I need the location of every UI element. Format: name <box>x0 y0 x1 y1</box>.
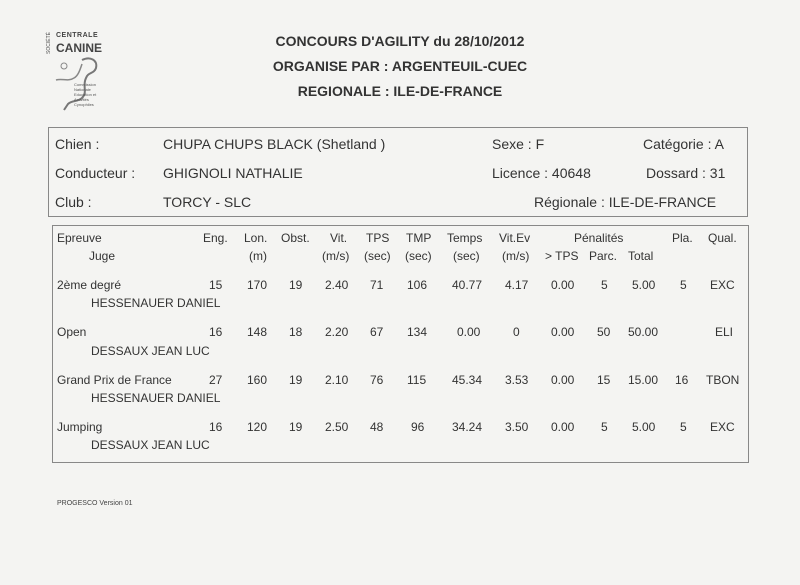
row4-tps: 48 <box>370 420 384 434</box>
row1-lon: 170 <box>247 278 268 292</box>
row3-obst: 19 <box>289 373 303 387</box>
header-vit-unit: (m/s) <box>322 249 350 263</box>
row2-tps: 67 <box>370 325 384 339</box>
results-table <box>52 225 749 463</box>
header-juge: Juge <box>89 249 116 263</box>
logo-caption-line: Activités <box>74 97 89 102</box>
document-header <box>0 29 800 104</box>
logo-caption-line: Nationale <box>74 87 91 92</box>
row2-pen-tps: 0.00 <box>551 325 575 339</box>
row2-eng: 16 <box>209 325 223 339</box>
row3-epreuve: Grand Prix de France <box>57 373 172 387</box>
sexe-value: Sexe : F <box>492 136 545 152</box>
header-tmp: TMP <box>406 231 432 245</box>
row1-temps: 40.77 <box>452 278 483 292</box>
header-temps: Temps <box>447 231 483 245</box>
row2-obst: 18 <box>289 325 303 339</box>
row3-vit: 2.10 <box>325 373 349 387</box>
logo-caption-line: Commission <box>74 82 97 87</box>
row1-epreuve: 2ème degré <box>57 278 122 292</box>
header-organiser: ORGANISE PAR : ARGENTEUIL-CUEC <box>272 58 528 74</box>
row4-obst: 19 <box>289 420 303 434</box>
row2-pen-total: 50.00 <box>628 325 659 339</box>
header-pen-parc: Parc. <box>589 249 618 263</box>
dog-info-box <box>48 127 748 217</box>
row2-tmp: 134 <box>407 325 428 339</box>
conducteur-value: GHIGNOLI NATHALIE <box>163 165 303 181</box>
row2-epreuve: Open <box>57 325 87 339</box>
logo-side-text: SOCIÉTÉ <box>46 32 52 54</box>
header-eng: Eng. <box>203 231 228 245</box>
header-lon-unit: (m) <box>249 249 267 263</box>
header-title: CONCOURS D'AGILITY du 28/10/2012 <box>275 33 525 49</box>
header-epreuve: Epreuve <box>57 231 102 245</box>
header-vit: Vit. <box>330 231 348 245</box>
header-temps-unit: (sec) <box>453 249 480 263</box>
categorie-value: Catégorie : A <box>643 136 724 152</box>
logo-text-small: CENTRALE <box>56 32 99 39</box>
conducteur-label: Conducteur : <box>55 165 136 181</box>
regionale-value: Régionale : ILE-DE-FRANCE <box>534 194 717 210</box>
row4-pla: 5 <box>680 420 687 434</box>
header-pen-total: Total <box>628 249 654 263</box>
header-tps-unit: (sec) <box>364 249 391 263</box>
header-lon: Lon. <box>244 231 268 245</box>
club-value: TORCY - SLC <box>163 194 252 210</box>
row3-eng: 27 <box>209 373 223 387</box>
row1-juge: HESSENAUER DANIEL <box>91 296 221 310</box>
row1-pen-total: 5.00 <box>632 278 656 292</box>
row2-temps: 0.00 <box>457 325 481 339</box>
row3-pla: 16 <box>675 373 689 387</box>
row4-pen-parc: 5 <box>601 420 608 434</box>
logo-caption-line: Education et <box>74 92 97 97</box>
row2-qual: ELI <box>715 325 734 339</box>
row4-juge: DESSAUX JEAN LUC <box>91 438 210 452</box>
dossard-value: Dossard : 31 <box>646 165 726 181</box>
chien-value: CHUPA CHUPS BLACK (Shetland ) <box>163 136 386 152</box>
row1-vitev: 4.17 <box>505 278 529 292</box>
row2-pen-parc: 50 <box>597 325 611 339</box>
header-vitev-unit: (m/s) <box>502 249 530 263</box>
row1-pen-tps: 0.00 <box>551 278 575 292</box>
row3-qual: TBON <box>706 373 740 387</box>
row3-tmp: 115 <box>407 373 427 387</box>
row4-tmp: 96 <box>411 420 425 434</box>
header-regionale: REGIONALE : ILE-DE-FRANCE <box>297 83 503 99</box>
header-tmp-unit: (sec) <box>405 249 432 263</box>
row3-temps: 45.34 <box>452 373 483 387</box>
header-pen-tps: > TPS <box>545 249 579 263</box>
licence-value: Licence : 40648 <box>492 165 591 181</box>
row4-vit: 2.50 <box>325 420 349 434</box>
header-vitev: Vit.Ev <box>499 231 531 245</box>
row4-eng: 16 <box>209 420 223 434</box>
footer-version: PROGESCO Version 01 <box>57 500 133 507</box>
row1-vit: 2.40 <box>325 278 349 292</box>
row2-vitev: 0 <box>513 325 520 339</box>
row4-vitev: 3.50 <box>505 420 529 434</box>
row3-pen-total: 15.00 <box>628 373 659 387</box>
row3-juge: HESSENAUER DANIEL <box>91 391 221 405</box>
row3-vitev: 3.53 <box>505 373 529 387</box>
row1-pla: 5 <box>680 278 687 292</box>
row1-obst: 19 <box>289 278 303 292</box>
row4-qual: EXC <box>710 420 735 434</box>
row2-vit: 2.20 <box>325 325 349 339</box>
logo-text-big: CANINE <box>56 41 103 55</box>
header-obst: Obst. <box>281 231 310 245</box>
row1-qual: EXC <box>710 278 735 292</box>
row3-tps: 76 <box>370 373 384 387</box>
row4-epreuve: Jumping <box>57 420 103 434</box>
row3-pen-parc: 15 <box>597 373 611 387</box>
header-pla: Pla. <box>672 231 693 245</box>
row4-pen-tps: 0.00 <box>551 420 575 434</box>
row1-pen-parc: 5 <box>601 278 608 292</box>
row3-lon: 160 <box>247 373 268 387</box>
row1-eng: 15 <box>209 278 223 292</box>
club-label: Club : <box>55 194 92 210</box>
logo-caption-line: Cynophiles <box>74 102 94 107</box>
row3-pen-tps: 0.00 <box>551 373 575 387</box>
header-penalites: Pénalités <box>574 231 624 245</box>
row2-juge: DESSAUX JEAN LUC <box>91 344 210 358</box>
row1-tmp: 106 <box>407 278 428 292</box>
row4-lon: 120 <box>247 420 268 434</box>
row4-pen-total: 5.00 <box>632 420 656 434</box>
row2-lon: 148 <box>247 325 268 339</box>
header-tps: TPS <box>366 231 390 245</box>
row1-tps: 71 <box>370 278 384 292</box>
chien-label: Chien : <box>55 136 100 152</box>
header-qual: Qual. <box>708 231 737 245</box>
row4-temps: 34.24 <box>452 420 483 434</box>
